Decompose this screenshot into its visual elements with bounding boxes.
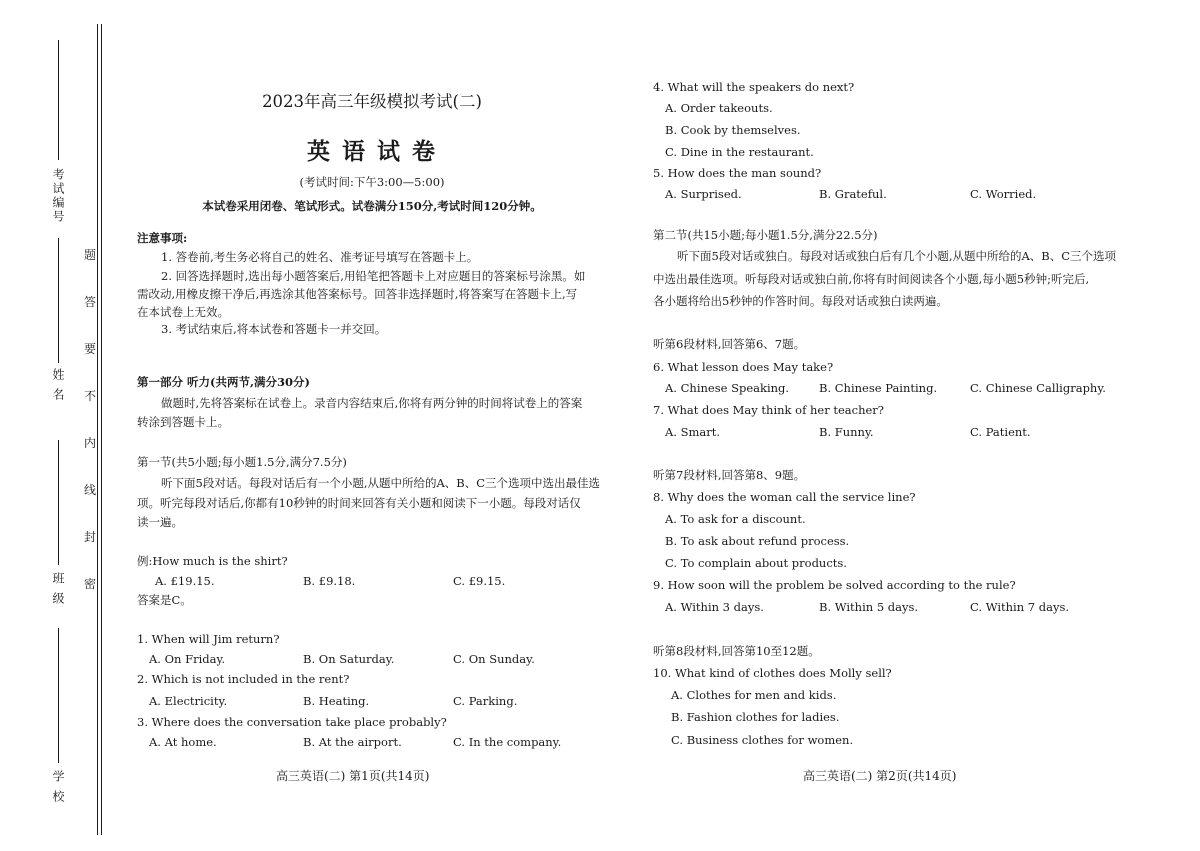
- q2-option-a: A. Electricity.: [149, 694, 228, 708]
- q4-option-c: C. Dine in the restaurant.: [665, 145, 814, 159]
- seal-char-3: 要: [83, 342, 96, 356]
- notice-item-2a: 2. 回答选择题时,选出每小题答案后,用铅笔把答题卡上对应题目的答案标号涂黑。如: [161, 269, 586, 283]
- exam-no-label: 考试编号: [51, 168, 65, 224]
- name-fill-line: [58, 238, 59, 363]
- example-option-a: A. £19.15.: [155, 574, 215, 588]
- seal-char-4: 不: [83, 389, 96, 403]
- q9-option-a: A. Within 3 days.: [665, 600, 764, 614]
- example-option-c: C. £9.15.: [453, 574, 506, 588]
- q6-option-b: B. Chinese Painting.: [819, 381, 938, 395]
- q3-question: 3. Where does the conversation take place probably?: [137, 715, 447, 729]
- exam-time: (考试时间:下午3:00—5:00): [299, 175, 445, 189]
- q9-option-c: C. Within 7 days.: [970, 600, 1070, 614]
- q5-option-b: B. Grateful.: [819, 187, 887, 201]
- q2-option-b: B. Heating.: [303, 694, 370, 708]
- q10-question: 10. What kind of clothes does Molly sell?: [653, 666, 892, 680]
- q10-option-c: C. Business clothes for women.: [671, 733, 854, 747]
- footer-left: 高三英语(二) 第1页(共14页): [276, 769, 430, 783]
- q9-option-b: B. Within 5 days.: [819, 600, 919, 614]
- q8-option-c: C. To complain about products.: [665, 556, 847, 570]
- q1-question: 1. When will Jim return?: [137, 632, 280, 646]
- notice-item-3: 3. 考试结束后,将本试卷和答题卡一并交回。: [161, 322, 387, 336]
- q1-option-a: A. On Friday.: [149, 652, 226, 666]
- margin-line-outer: [101, 24, 102, 835]
- q8-option-b: B. To ask about refund process.: [665, 534, 850, 548]
- section1-intro-a: 听下面5段对话。每段对话后有一个小题,从题中所给的A、B、C三个选项中选出最佳选: [161, 476, 601, 490]
- name-label: 姓 名: [51, 368, 65, 402]
- q8-option-a: A. To ask for a discount.: [665, 512, 806, 526]
- q7-option-a: A. Smart.: [665, 425, 721, 439]
- seal-char-6: 线: [83, 483, 96, 497]
- part1-heading: 第一部分 听力(共两节,满分30分): [137, 375, 310, 389]
- q7-option-b: B. Funny.: [819, 425, 874, 439]
- q4-question: 4. What will the speakers do next?: [653, 80, 855, 94]
- q6-option-a: A. Chinese Speaking.: [665, 381, 790, 395]
- q10-option-b: B. Fashion clothes for ladies.: [671, 710, 840, 724]
- section1-heading: 第一节(共5小题;每小题1.5分,满分7.5分): [137, 455, 347, 469]
- footer-right: 高三英语(二) 第2页(共14页): [803, 769, 957, 783]
- part1-intro-b: 转涂到答题卡上。: [137, 415, 229, 429]
- q1-option-c: C. On Sunday.: [453, 652, 535, 666]
- class-label: 班 级: [51, 572, 65, 606]
- example-option-b: B. £9.18.: [303, 574, 356, 588]
- subject-title: 英 语 试 卷: [306, 139, 438, 165]
- q4-option-a: A. Order takeouts.: [665, 101, 773, 115]
- exam-title: 2023年高三年级模拟考试(二): [262, 92, 482, 111]
- notice-item-2c: 在本试卷上无效。: [137, 305, 229, 319]
- seal-char-7: 封: [83, 530, 96, 544]
- q5-question: 5. How does the man sound?: [653, 166, 822, 180]
- exam-info: 本试卷采用闭卷、笔试形式。试卷满分150分,考试时间120分钟。: [202, 199, 542, 213]
- class-fill-line: [58, 440, 59, 565]
- section1-intro-b: 项。听完每段对话后,你都有10秒钟的时间来回答有关小题和阅读下一小题。每段对话仅: [137, 496, 581, 510]
- exam-no-fill-line: [58, 40, 59, 160]
- notice-item-2b: 需改动,用橡皮擦干净后,再选涂其他答案标号。回答非选择题时,将答案写在答题卡上,写: [137, 287, 578, 301]
- q2-question: 2. Which is not included in the rent?: [137, 672, 350, 686]
- section2-intro-b: 中选出最佳选项。听每段对话或独白前,你将有时间阅读各个小题,每小题5秒钟;听完后,: [653, 272, 1090, 286]
- example-question: 例:How much is the shirt?: [137, 554, 288, 568]
- q6-question: 6. What lesson does May take?: [653, 360, 834, 374]
- q1-option-b: B. On Saturday.: [303, 652, 395, 666]
- q5-option-a: A. Surprised.: [665, 187, 742, 201]
- section2-heading: 第二节(共15小题;每小题1.5分,满分22.5分): [653, 228, 878, 242]
- section2-intro-a: 听下面5段对话或独白。每段对话或独白后有几个小题,从题中所给的A、B、C三个选项: [677, 249, 1117, 263]
- q5-option-c: C. Worried.: [970, 187, 1037, 201]
- margin-line-inner: [97, 24, 98, 835]
- part1-intro-a: 做题时,先将答案标在试卷上。录音内容结束后,你将有两分钟的时间将试卷上的答案: [161, 396, 583, 410]
- q3-option-b: B. At the airport.: [303, 735, 402, 749]
- seal-char-1: 题: [83, 248, 96, 262]
- material7-heading: 听第7段材料,回答第8、9题。: [653, 468, 806, 482]
- q10-option-a: A. Clothes for men and kids.: [671, 688, 837, 702]
- seal-char-2: 答: [83, 295, 96, 309]
- q2-option-c: C. Parking.: [453, 694, 518, 708]
- q3-option-c: C. In the company.: [453, 735, 562, 749]
- section1-intro-c: 读一遍。: [137, 515, 183, 529]
- example-answer: 答案是C。: [137, 593, 192, 607]
- q9-question: 9. How soon will the problem be solved according to the rule?: [653, 578, 1016, 592]
- q3-option-a: A. At home.: [149, 735, 217, 749]
- notice-heading: 注意事项:: [137, 231, 188, 245]
- q8-question: 8. Why does the woman call the service line?: [653, 490, 916, 504]
- notice-item-1: 1. 答卷前,考生务必将自己的姓名、准考证号填写在答题卡上。: [161, 250, 479, 264]
- seal-char-5: 内: [83, 436, 96, 450]
- q7-question: 7. What does May think of her teacher?: [653, 403, 884, 417]
- seal-char-8: 密: [83, 577, 96, 591]
- material8-heading: 听第8段材料,回答第10至12题。: [653, 644, 820, 658]
- q6-option-c: C. Chinese Calligraphy.: [970, 381, 1106, 395]
- school-label: 学 校: [51, 770, 65, 804]
- material6-heading: 听第6段材料,回答第6、7题。: [653, 337, 806, 351]
- school-fill-line: [58, 628, 59, 763]
- q7-option-c: C. Patient.: [970, 425, 1031, 439]
- q4-option-b: B. Cook by themselves.: [665, 123, 801, 137]
- section2-intro-c: 各小题将给出5秒钟的作答时间。每段对话或独白读两遍。: [653, 294, 948, 308]
